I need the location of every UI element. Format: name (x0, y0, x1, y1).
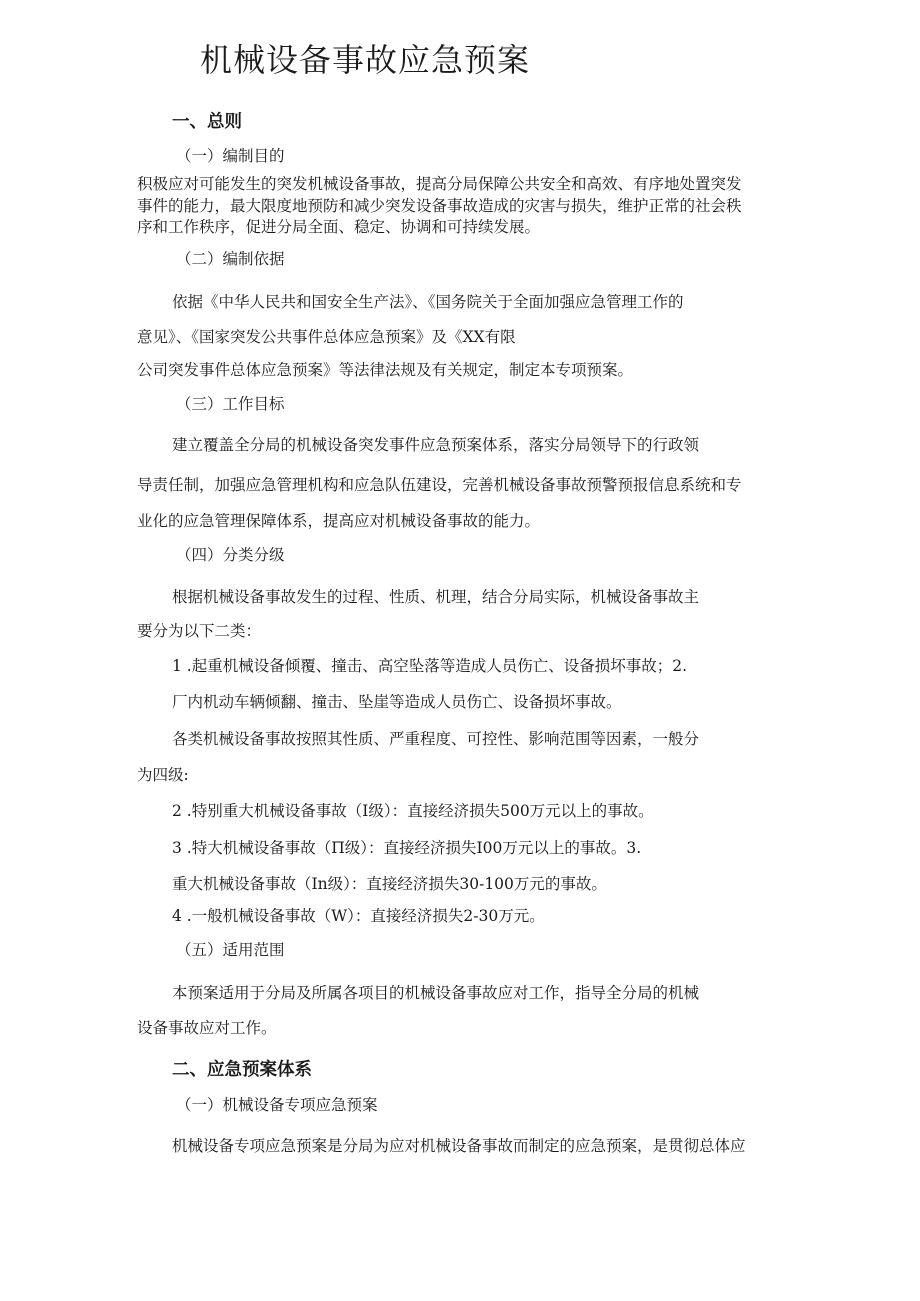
section-heading-general: 一、总则 (172, 112, 242, 132)
section-heading-plan-system: 二、应急预案体系 (172, 1060, 312, 1080)
paragraph-line: 机械设备专项应急预案是分局为应对机械设备事故而制定的应急预案，是贯彻总体应 (172, 1137, 746, 1155)
subsection-heading-classification: （四）分类分级 (176, 546, 285, 564)
paragraph-line: 事件的能力，最大限度地预防和减少突发设备事故造成的灾害与损失，维护正常的社会秩 (137, 197, 742, 215)
paragraph-line: 本预案适用于分局及所属各项目的机械设备事故应对工作，指导全分局的机械 (172, 984, 700, 1002)
document-title: 机械设备事故应急预案 (200, 41, 531, 79)
list-item: 重大机械设备事故（In级）：直接经济损失30-100万元的事故。 (172, 875, 607, 893)
subsection-heading-basis: （二）编制依据 (176, 250, 285, 268)
list-item: 1 .起重机械设备倾覆、撞击、高空坠落等造成人员伤亡、设备损坏事故；2. (172, 657, 688, 675)
paragraph-line: 序和工作秩序，促进分局全面、稳定、协调和可持续发展。 (137, 218, 541, 236)
paragraph-line: 导责任制，加强应急管理机构和应急队伍建设，完善机械设备事故预警预报信息系统和专 (137, 476, 742, 494)
paragraph-line: 依据《中华人民共和国安全生产法》、《国务院关于全面加强应急管理工作的 (172, 293, 684, 311)
subsection-heading-scope: （五）适用范围 (176, 941, 285, 959)
subsection-heading-goals: （三）工作目标 (176, 395, 285, 413)
paragraph-line: 根据机械设备事故发生的过程、性质、机理，结合分局实际，机械设备事故主 (172, 588, 700, 606)
paragraph-line: 意见》、《国家突发公共事件总体应急预案》及《XX有限 (137, 328, 516, 346)
paragraph-line: 建立覆盖全分局的机械设备突发事件应急预案体系，落实分局领导下的行政领 (172, 436, 700, 454)
list-item: 2 .特别重大机械设备事故（I级）：直接经济损失500万元以上的事故。 (172, 802, 654, 820)
paragraph-line: 为四级: (137, 766, 189, 784)
paragraph-line: 业化的应急管理保障体系，提高应对机械设备事故的能力。 (137, 512, 541, 530)
subsection-heading-purpose: （一）编制目的 (176, 147, 285, 165)
paragraph-line: 设备事故应对工作。 (137, 1019, 277, 1037)
paragraph-line: 各类机械设备事故按照其性质、严重程度、可控性、影响范围等因素，一般分 (172, 730, 700, 748)
list-item: 4 .一般机械设备事故（W）：直接经济损失2-30万元。 (172, 907, 545, 925)
subsection-heading-special-plan: （一）机械设备专项应急预案 (176, 1096, 378, 1114)
paragraph-line: 积极应对可能发生的突发机械设备事故，提高分局保障公共安全和高效、有序地处置突发 (137, 175, 742, 193)
list-item: 3 .特大机械设备事故（Π级）：直接经济损失I00万元以上的事故。3. (172, 839, 642, 857)
paragraph-line: 要分为以下二类： (137, 622, 262, 640)
paragraph-line: 公司突发事件总体应急预案》等法律法规及有关规定，制定本专项预案。 (137, 361, 634, 379)
list-item: 厂内机动车辆倾翻、撞击、坠崖等造成人员伤亡、设备损坏事故。 (172, 693, 622, 711)
